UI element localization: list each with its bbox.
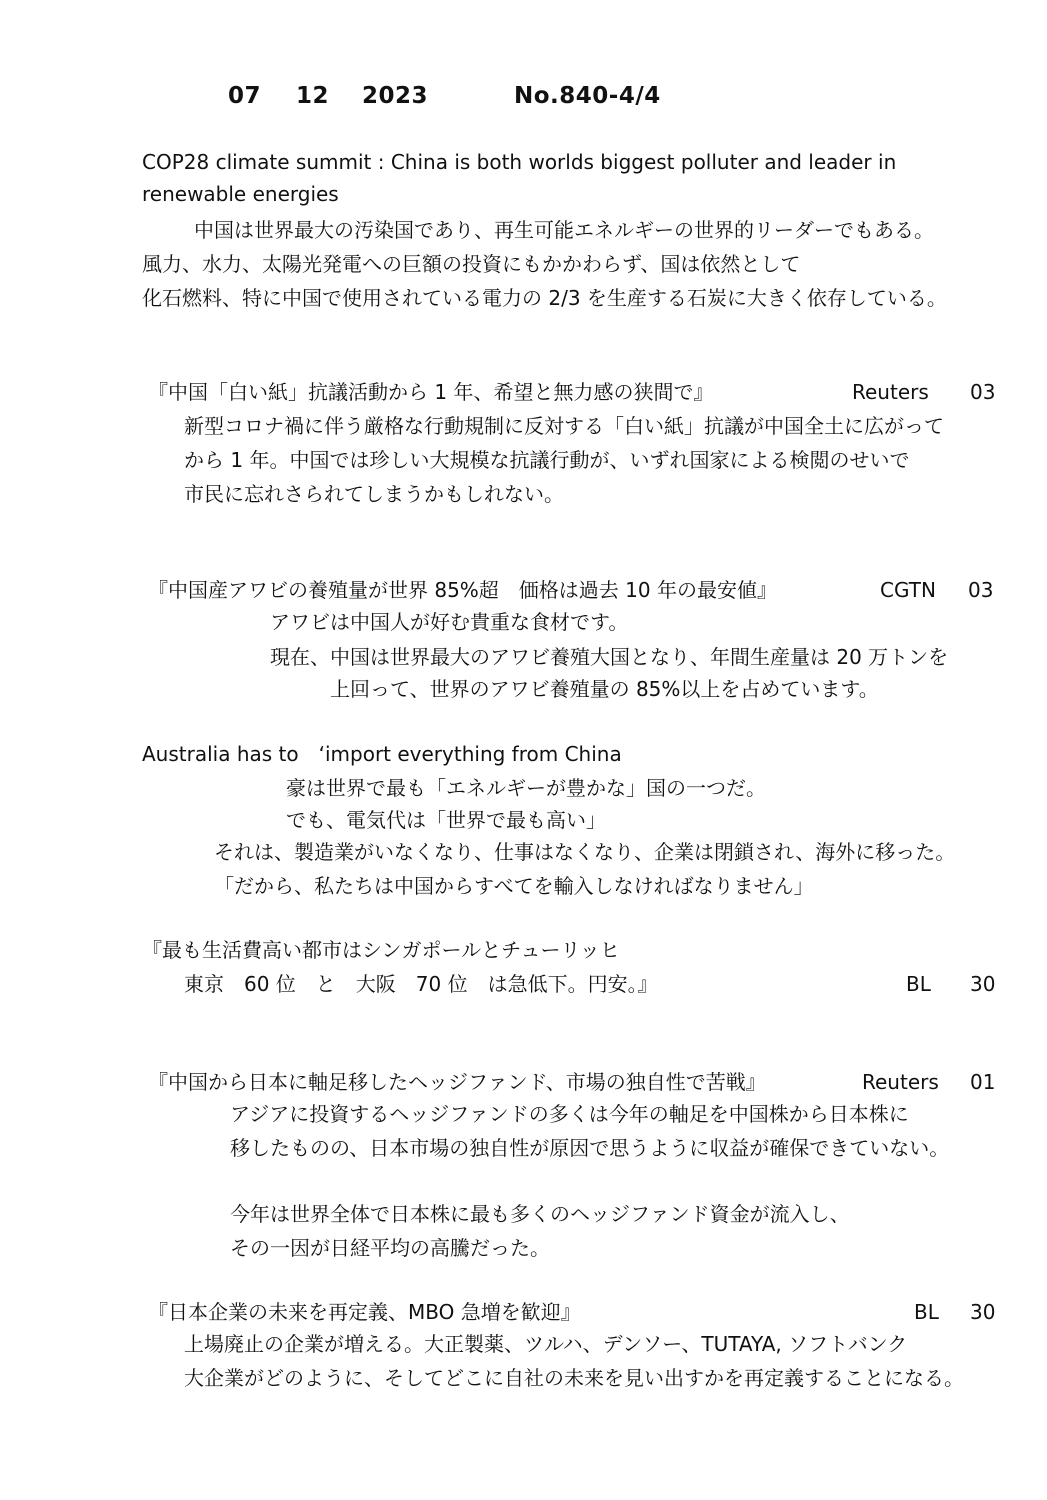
header-year: 2023 xyxy=(362,83,429,109)
article-source: BL xyxy=(914,1300,939,1324)
article-title: Australia has to ‘import everything from China xyxy=(142,742,622,766)
article-title: 『中国から日本に軸足移したヘッジファンド、市場の独自性で苦戦』 xyxy=(148,1070,766,1094)
article-body-line: 豪は世界で最も「エネルギーが豊かな」国の一つだ。 xyxy=(286,776,766,800)
article-body-line: それは、製造業がいなくなり、仕事はなくなり、企業は閉鎖され、海外に移った。 xyxy=(214,840,956,864)
article-title-continued: renewable energies xyxy=(142,182,339,206)
article-source: Reuters xyxy=(852,380,929,404)
article-body-line: 「だから、私たちは中国からすべてを輸入しなければなりません」 xyxy=(214,874,814,898)
article-title: 『日本企業の未来を再定義、MBO 急増を歓迎』 xyxy=(148,1300,581,1324)
article-body-line: 新型コロナ禍に伴う厳格な行動規制に反対する「白い紙」抗議が中国全土に広がって xyxy=(184,414,944,438)
article-body-line: 上回って、世界のアワビ養殖量の 85%以上を占めています。 xyxy=(330,677,879,701)
header-day: 07 xyxy=(228,83,262,109)
article-body-line: 風力、水力、太陽光発電への巨額の投資にもかかわらず、国は依然として xyxy=(142,252,801,276)
article-body-line: 中国は世界最大の汚染国であり、再生可能エネルギーの世界的リーダーでもある。 xyxy=(194,218,934,242)
article-date: 30 xyxy=(970,1300,996,1324)
article-title: 『最も生活費高い都市はシンガポールとチューリッヒ xyxy=(142,938,620,962)
article-title-continued: 東京 60 位 と 大阪 70 位 は急低下。円安。』 xyxy=(184,972,658,996)
article-source: CGTN xyxy=(880,578,936,602)
article-date: 03 xyxy=(970,380,996,404)
header-issue-number: No.840-4/4 xyxy=(514,83,661,109)
header-month: 12 xyxy=(296,83,330,109)
article-body-line: でも、電気代は「世界で最も高い」 xyxy=(286,808,606,832)
article-date: 30 xyxy=(970,972,996,996)
article-body-line: 移したものの、日本市場の独自性が原因で思うように収益が確保できていない。 xyxy=(230,1136,950,1160)
article-source: BL xyxy=(906,972,931,996)
article-title: COP28 climate summit : China is both worlds biggest polluter and leader in xyxy=(142,150,897,174)
article-body-line: アワビは中国人が好む貴重な食材です。 xyxy=(270,610,629,634)
article-body-line: 市民に忘れさられてしまうかもしれない。 xyxy=(184,482,564,506)
article-body-line: 今年は世界全体で日本株に最も多くのヘッジファンド資金が流入し、 xyxy=(230,1202,850,1226)
article-body-line: 化石燃料、特に中国で使用されている電力の 2/3 を生産する石炭に大きく依存している。 xyxy=(142,286,947,310)
article-source: Reuters xyxy=(862,1070,939,1094)
article-body-line: から 1 年。中国では珍しい大規模な抗議行動が、いずれ国家による検閲のせいで xyxy=(184,448,910,472)
article-date: 01 xyxy=(970,1070,996,1094)
article-title: 『中国「白い紙」抗議活動から 1 年、希望と無力感の狭間で』 xyxy=(148,380,714,404)
article-title: 『中国産アワビの養殖量が世界 85%超 価格は過去 10 年の最安値』 xyxy=(148,578,777,602)
article-body-line: 上場廃止の企業が増える。大正製薬、ツルハ、デンソー、TUTAYA, ソフトバンク xyxy=(184,1332,908,1356)
article-date: 03 xyxy=(968,578,994,602)
article-body-line: アジアに投資するヘッジファンドの多くは今年の軸足を中国株から日本株に xyxy=(230,1102,909,1126)
article-body-line: その一因が日経平均の高騰だった。 xyxy=(230,1236,550,1260)
article-body-line: 大企業がどのように、そしてどこに自社の未来を見い出すかを再定義することになる。 xyxy=(184,1366,964,1390)
article-body-line: 現在、中国は世界最大のアワビ養殖大国となり、年間生産量は 20 万トンを xyxy=(270,645,949,669)
